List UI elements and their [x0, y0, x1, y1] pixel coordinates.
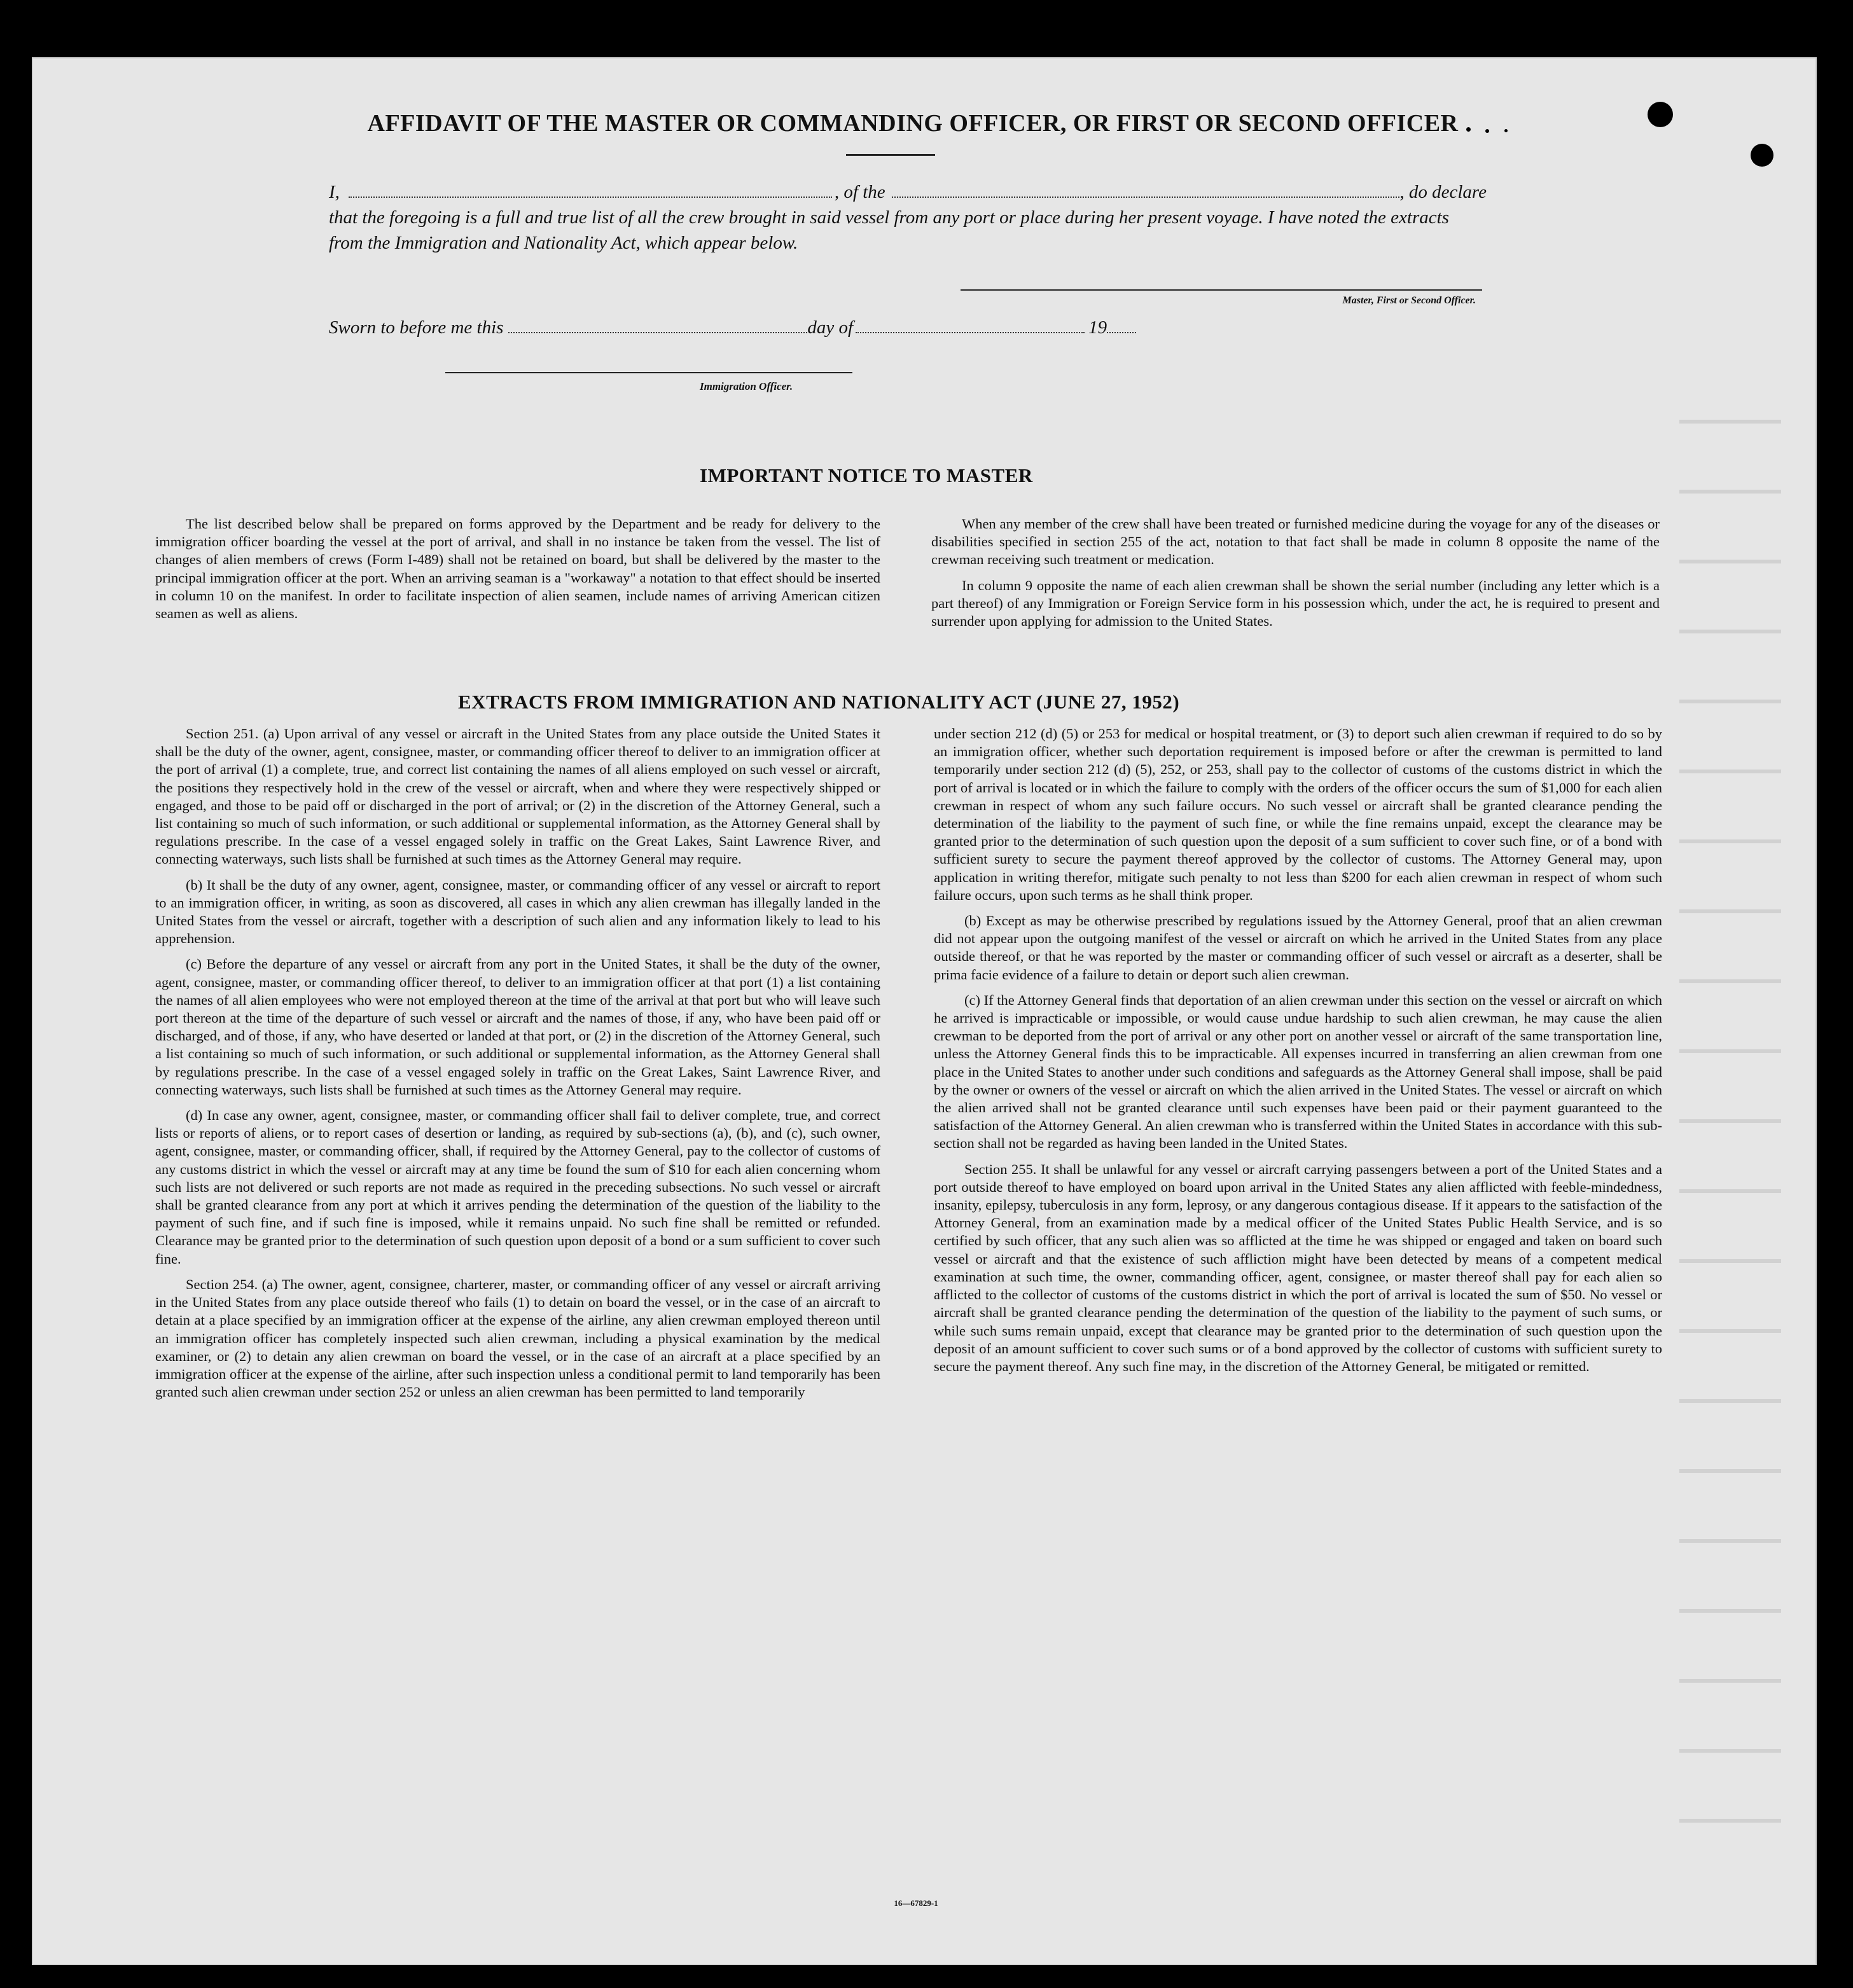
sworn-month-field[interactable]	[856, 317, 1085, 333]
sworn-day-of: day of	[807, 317, 854, 338]
vessel-name-field[interactable]	[892, 181, 1400, 198]
declaration-i: I,	[329, 182, 340, 202]
extract-paragraph: (b) Except as may be otherwise prescribed by regulations issued by the Attorney General, proof that an alien crewman did not appear upon the outgoing manifest of the vessel or aircraft on which he arrived in the United States from any place outside thereof, or that he was reported by the master or commanding officer of such vessel or aircraft as a deserter, shall be prima facie evidence of a failure to detain or deport such alien crewman.	[934, 913, 1662, 983]
declaration-of-the: , of the	[834, 182, 885, 202]
extract-paragraph: Section 254. (a) The owner, agent, consignee, charterer, master, or commanding officer of any vessel or aircraft arriving in the United States from any place outside thereof who fails (1) to detain on board the vessel, or in the case of an aircraft to detain at a place specified by an immigration officer at the expense of the airline, any alien crewman employed thereon until an immigration officer has completely inspected such alien crewman, including a physical examination by the medical examiner, or (2) to detain any alien crewman on board the vessel, or in the case of an aircraft at a place specified by an immigration officer at the expense of the airline, after such inspection unless a conditional permit to land temporarily has been granted such alien crewman under section 252 or unless an alien crewman has been permitted to land temporarily	[155, 1276, 880, 1400]
extract-paragraph: (b) It shall be the duty of any owner, agent, consignee, master, or commanding officer of any vessel or aircraft to report to an immigration officer, in writing, as soon as discovered, all cases in which any alien crewman has illegally landed in the United States from the vessel or aircraft, together with a description of such alien and any information likely to lead to his apprehension.	[155, 876, 880, 947]
notice-paragraph: In column 9 opposite the name of each alien crewman shall be shown the serial number (including any letter which is a part thereof) of any Immigration or Foreign Service form in his possession which, under the act, he is required to present and surrender upon applying for admission to the United States.	[931, 577, 1660, 630]
extracts-left-column	[155, 725, 880, 1409]
bleed-through-marks	[1679, 382, 1781, 1844]
immigration-officer-label: Immigration Officer.	[700, 380, 793, 392]
extract-paragraph: Section 255. It shall be unlawful for any vessel or aircraft carrying passengers between a port of the United States and a port outside thereof to have employed on board upon arrival in the United States any alien afflicted with feeble-mindedness, insanity, epilepsy, tuberculosis in any form, leprosy, or any dangerous contagious disease. If it appears to the satisfaction of the Attorney General, from an examination made by a medical officer of the United States Public Health Service, and is so certified by such officer, that any such alien was so afflicted at the time he was shipped or engaged and taken on board such vessel or aircraft and that the existence of such affliction might have been detected by means of a competent medical examination at such time, the owner, commanding officer, agent, consignee, or master thereof shall pay for each alien so afflicted to the collector of customs of the customs district in which the port of arrival is located the sum of $50. No vessel or aircraft shall be granted clearance pending the determination of the question of the liability to the payment of such sums, or while such sums remain unpaid, except that clearance may be granted prior to the determination of such question upon the deposit of an amount sufficient to cover such sums or of a bond approved by the collector of customs with sufficient surety to secure the payment thereof. Any such fine may, in the discretion of the Attorney General, be mitigated or remitted.	[934, 1161, 1662, 1374]
sworn-day-field[interactable]	[508, 317, 807, 333]
notice-left-column	[155, 515, 880, 630]
immigration-officer-signature-line[interactable]	[445, 372, 852, 373]
extract-paragraph: (c) Before the departure of any vessel or aircraft from any port in the United States, it shall be the duty of the owner, agent, consignee, master, or commanding officer thereof, to deliver to an immigration officer at that port (1) a list containing the names of all alien employees who were not employed thereon at the time of the arrival at that port but who will leave such port thereon at the time of the departure of such vessel or aircraft and the names of those, if any, who have been paid off or discharged, and of those, if any, who have deserted or landed at that port, or (2) in the discretion of the Attorney General, such a list containing so much of such information, or such additional or supplemental information, as the Attorney General shall by regulations prescribe. In the case of a vessel engaged solely in traffic on the Great Lakes, Saint Lawrence River, and connecting waterways, such lists shall be furnished at such times as the Attorney General may require.	[155, 956, 880, 1098]
declaration-line	[329, 179, 1487, 205]
extracts-right-column	[934, 725, 1662, 1383]
sworn-prefix: Sworn to before me this	[329, 317, 504, 338]
declaration	[329, 179, 1487, 256]
affidavit-title: AFFIDAVIT OF THE MASTER OR COMMANDING OFFICER, OR FIRST OR SECOND OFFICER	[367, 110, 1459, 137]
notice-paragraph: The list described below shall be prepared on forms approved by the Department and be ready for delivery to the immigration officer boarding the vessel at the port of arrival, and shall in no instance be taken from the vessel. The list of changes of alien members of crews (Form I-489) shall not be retained on board, but shall be delivered by the master to the principal immigration officer at the port. When an arriving seaman is a "workaway" a notation to that effect should be inserted in column 10 on the manifest. In order to facilitate inspection of alien seamen, include names of arriving American citizen seamen as well as aliens.	[155, 516, 880, 622]
notice-right-column	[931, 515, 1660, 638]
master-signature-label: Master, First or Second Officer.	[1342, 295, 1476, 306]
extract-paragraph: under section 212 (d) (5) or 253 for medical or hospital treatment, or (3) to deport such alien crewman if required to do so by an immigration officer, whether such deportation requirement is imposed before or after the crewman is permitted to land temporarily under section 212 (d) (5), 252, or 253, shall pay to the collector of customs of the customs district in which the port of arrival is located or in which the failure to comply with the orders of the officer occurs the sum of $1,000 for each alien crewman in respect of whom any such failure occurs. No such vessel or aircraft shall be granted clearance pending the determination of the liability to the payment of such fine, or while the fine remains unpaid, except the clearance may be granted prior to the determination of such question upon the deposit of a sum sufficient to cover such fine, or of a bond with sufficient surety to secure the payment thereof approved by the collector of customs. The Attorney General may, upon application in writing therefor, mitigate such penalty to not less than $200 for each alien crewman in respect of whom such failure occurs, upon such terms as he shall think proper.	[934, 726, 1662, 903]
title-rule	[846, 154, 935, 156]
notice-paragraph: When any member of the crew shall have been treated or furnished medicine during the voyage for any of the diseases or disabilities specified in section 255 of the act, notation to that fact shall be made in column 8 opposite the name of the crewman receiving such treatment or medication.	[931, 516, 1660, 568]
sworn-line	[329, 317, 1283, 338]
extract-paragraph: Section 251. (a) Upon arrival of any vessel or aircraft in the United States from any place outside the United States it shall be the duty of the owner, agent, consignee, master, or commanding officer thereof to deliver to an immigration officer at the port of arrival (1) a complete, true, and correct list containing the names of all aliens employed on such vessel or aircraft, the positions they respectively hold in the crew of the vessel or aircraft, when and where they were respectively shipped or engaged, and those to be paid off or discharged in the port of arrival; or (2) in the discretion of the Attorney General, such a list containing so much of such information, or such additional or supplemental information, as the Attorney General shall by regulations prescribe. In the case of a vessel engaged solely in traffic on the Great Lakes, Saint Lawrence River, and connecting waterways, such lists shall be furnished at such times as the Attorney General may require.	[155, 726, 880, 867]
declaration-do-declare: , do declare	[1399, 182, 1487, 202]
extracts-heading: EXTRACTS FROM IMMIGRATION AND NATIONALITY ACT (JUNE 27, 1952)	[458, 691, 1180, 713]
extract-paragraph: (c) If the Attorney General finds that deportation of an alien crewman under this section on the vessel or aircraft on which he arrived is impracticable or impossible, or would cause undue hardship to such alien crewman, he may cause the alien crewman to be deported from the port of arrival or any other port on another vessel or aircraft of the same transportation line, unless the Attorney General finds this to be impracticable. All expenses incurred in transferring an alien crewman from one place in the United States to another under such conditions and safeguards as the Attorney General shall impose, shall be paid by the owner or owners of the vessel or aircraft on which the alien arrived in the United States. The vessel or aircraft on which the alien arrived shall not be granted clearance until such expenses have been paid or their payment guaranteed to the satisfaction of the Attorney General. An alien crewman who is transferred within the United States in accordance with this sub-section shall not be regarded as having been landed in the United States.	[934, 991, 1662, 1152]
punch-hole	[1648, 102, 1673, 127]
extract-paragraph: (d) In case any owner, agent, consignee, master, or commanding officer shall fail to deliver complete, true, and correct lists or reports of aliens, or to report cases of desertion or landing, as required by sub-sections (a), (b), and (c), such owner, agent, consignee, master, or commanding officer, shall, if required by the Attorney General, pay to the collector of customs of any customs district in which the vessel or aircraft may at any time be found the sum of $10 for each alien concerning whom such lists are not delivered or such reports are not made as required in the preceding subsections. No such vessel or aircraft shall be granted clearance from any port at which it arrives pending the determination of the question of the liability to the payment of such fine, and if such fine is imposed, while it remains unpaid. No such fine shall be remitted or refunded. Clearance may be granted prior to the determination of such question upon deposit of a bond or a sum sufficient to cover such fine.	[155, 1107, 880, 1267]
declarant-name-field[interactable]	[349, 181, 832, 198]
punch-hole	[1751, 144, 1773, 167]
sworn-year-field[interactable]	[1107, 317, 1136, 333]
form-number: 16—67829-1	[894, 1898, 938, 1908]
declaration-text: that the foregoing is a full and true list of all the crew brought in said vessel from any port or place during her present voyage. I have noted the extracts from the Immigration and Nationality Act, which appear below.	[329, 207, 1449, 253]
master-signature-line[interactable]	[961, 289, 1482, 291]
sworn-year-prefix: 19	[1088, 317, 1107, 338]
notice-heading: IMPORTANT NOTICE TO MASTER	[700, 464, 1033, 487]
